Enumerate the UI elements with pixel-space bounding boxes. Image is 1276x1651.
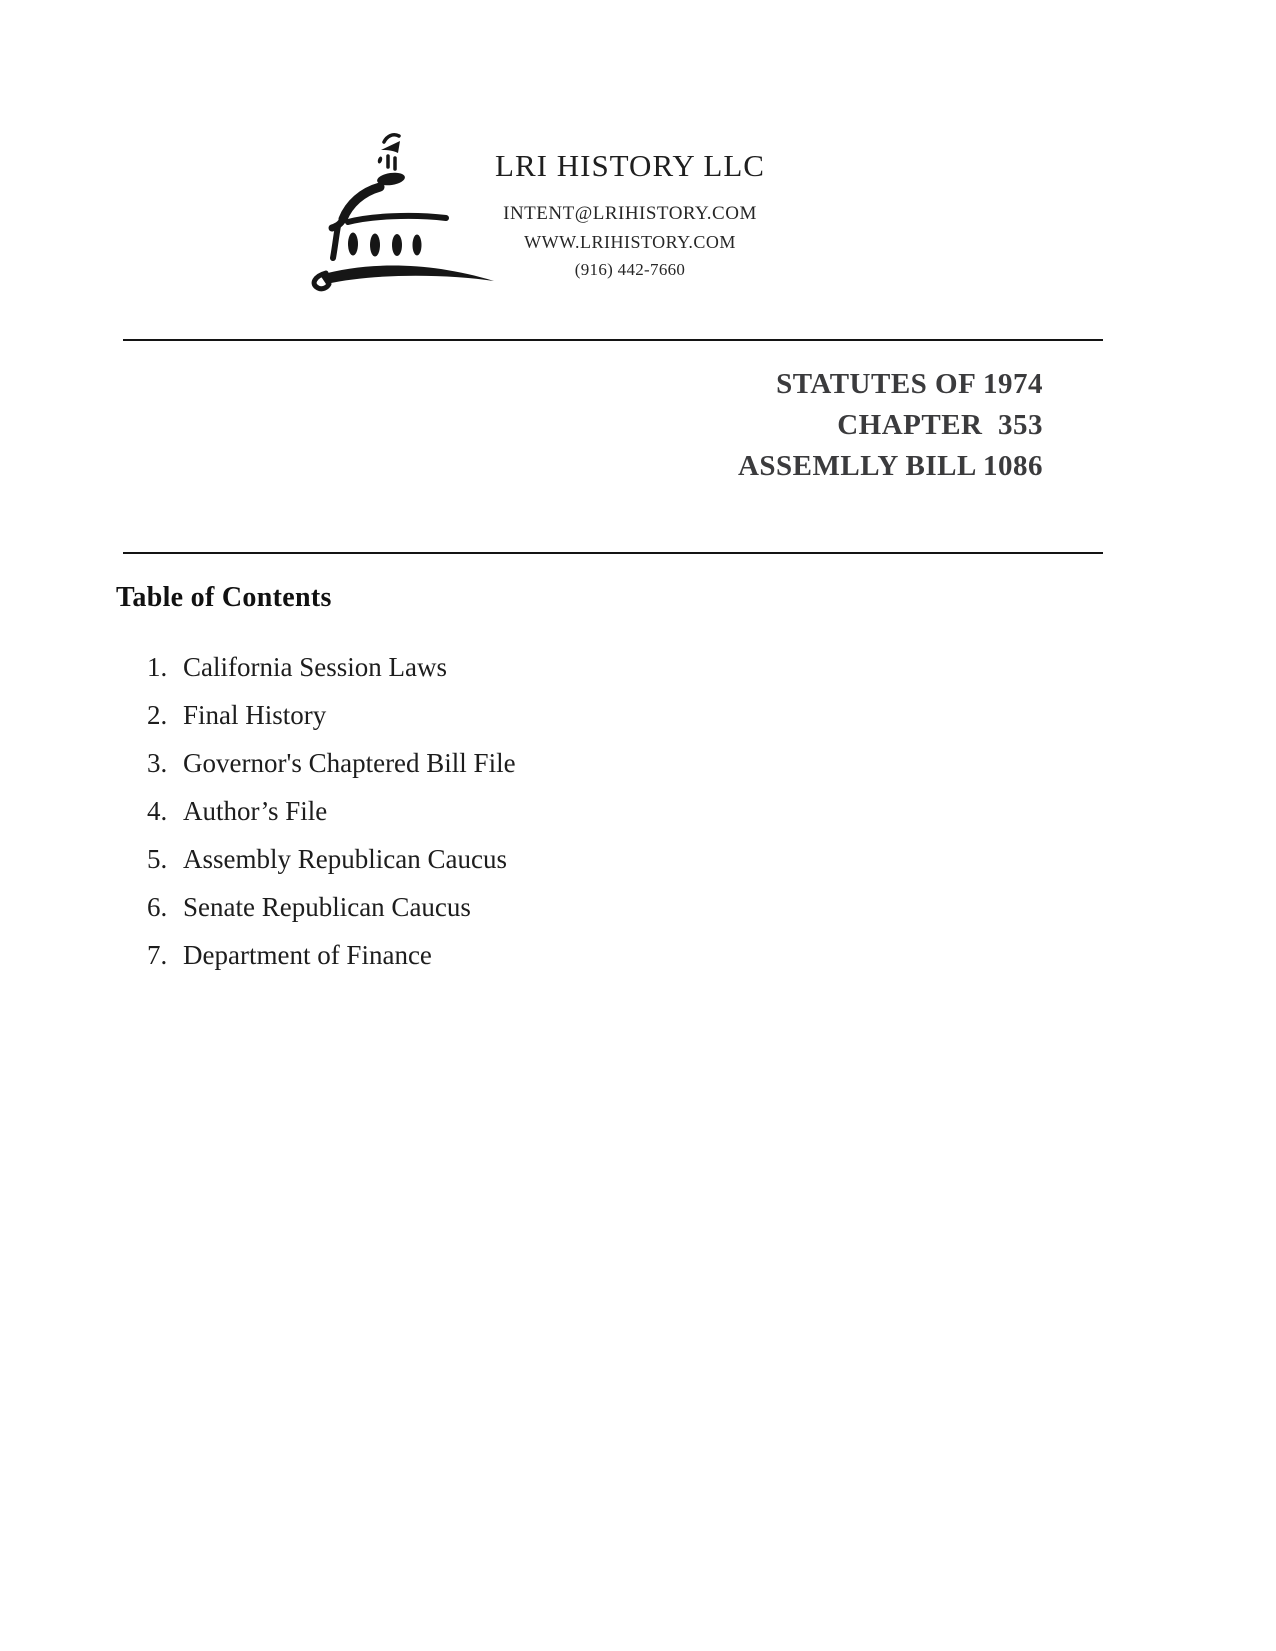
toc-item [147,931,516,979]
toc-item-number: 4. [147,796,168,826]
toc-item-label: Department of Finance [183,940,432,970]
assembly-bill-line: ASSEMLLY BILL 1086 [737,450,1043,482]
toc-item-number: 5. [147,844,168,874]
company-phone: (916) 442-7660 [574,260,686,279]
company-name: LRI HISTORY LLC [495,148,765,183]
company-email: INTENT@LRIHISTORY.COM [503,203,757,224]
toc-item [147,883,516,931]
toc-item-label: Governor's Chaptered Bill File [183,748,516,778]
toc-item-number: 1. [147,652,168,682]
toc-item-label: Author’s File [183,796,328,826]
toc-item-label: Senate Republican Caucus [183,892,471,922]
toc-item-number: 3. [147,748,168,778]
divider-bottom [123,552,1103,554]
chapter-line: CHAPTER 353 [837,409,1043,441]
toc-item-number: 2. [147,700,168,730]
toc-heading: Table of Contents [116,582,332,613]
toc-item-number: 7. [147,940,168,970]
toc-item-label: California Session Laws [183,652,447,682]
toc-item-label: Assembly Republican Caucus [183,844,507,874]
statutes-year-line: STATUTES OF 1974 [776,368,1043,400]
toc-item-label: Final History [183,700,327,730]
toc-item [147,739,516,787]
toc-item [147,643,516,691]
letterhead [430,148,830,284]
toc-item [147,787,516,835]
company-website: WWW.LRIHISTORY.COM [524,232,736,252]
statute-title-block [738,364,1043,487]
toc-item-number: 6. [147,892,168,922]
toc-item [147,691,516,739]
toc-item [147,835,516,883]
divider-top [123,339,1103,341]
toc-list [147,643,516,979]
